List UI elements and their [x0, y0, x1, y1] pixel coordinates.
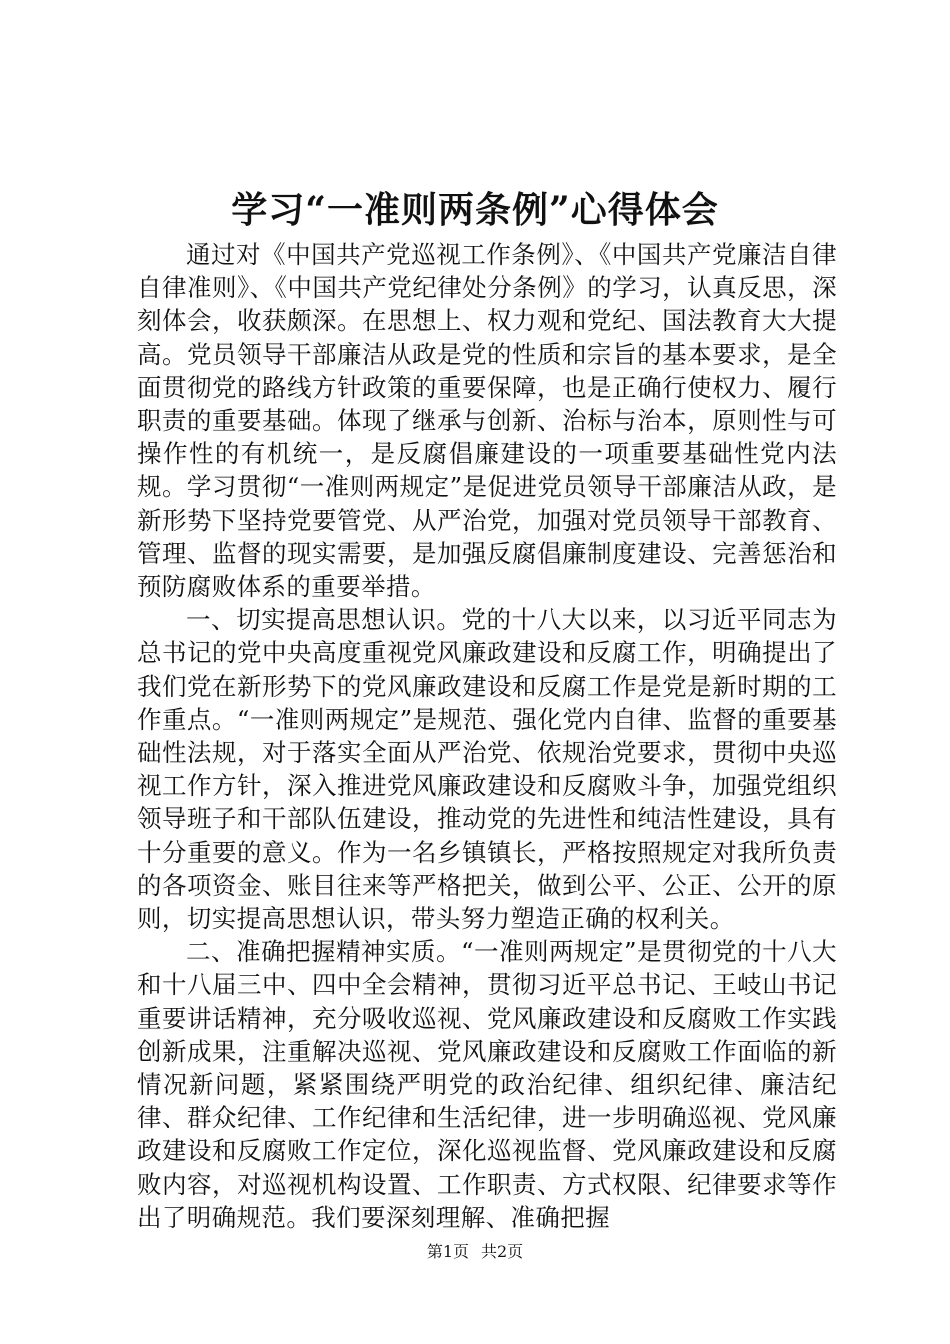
- page-number: 第1页: [426, 1242, 469, 1261]
- paragraph-section-2: 二、准确把握精神实质。“一准则两规定”是贯彻党的十八大和十八届三中、四中全会精神，贯彻习近平总书记、王岐山书记重要讲话精神，充分吸收巡视、党风廉政建设和反腐败工作实践创新成果，注重解决巡视、党风廉政建设和反腐败工作面临的新情况新问题，紧紧围绕严明党的政治纪律、组织纪律、廉洁纪律、群众纪律、工作纪律和生活纪律，进一步明确巡视、党风廉政建设和反腐败工作定位，深化巡视监督、党风廉政建设和反腐败内容，对巡视机构设置、工作职责、方式权限、纪律要求等作出了明确规范。我们要深刻理解、准确把握: [137, 937, 837, 1232]
- page-total: 共2页: [481, 1242, 524, 1261]
- paragraph-intro: 通过对《中国共产党巡视工作条例》、《中国共产党廉洁自律自律准则》、《中国共产党纪律处分条例》的学习，认真反思，深刻体会，收获颇深。在思想上、权力观和党纪、国法教育大大提高。党员领导干部廉洁从政是党的性质和宗旨的基本要求，是全面贯彻党的路线方针政策的重要保障，也是正确行使权力、履行职责的重要基础。体现了继承与创新、治标与治本，原则性与可操作性的有机统一，是反腐倡廉建设的一项重要基础性党内法规。学习贯彻“一准则两规定”是促进党员领导干部廉洁从政，是新形势下坚持党要管党、从严治党，加强对党员领导干部教育、管理、监督的现实需要，是加强反腐倡廉制度建设、完善惩治和预防腐败体系的重要举措。: [137, 240, 837, 602]
- document-body: [137, 238, 837, 1234]
- paragraph-section-1: 一、切实提高思想认识。党的十八大以来，以习近平同志为总书记的党中央高度重视党风廉政建设和反腐工作，明确提出了我们党在新形势下的党风廉政建设和反腐工作是党是新时期的工作重点。“一准则两规定”是规范、强化党内自律、监督的重要基础性法规，对于落实全面从严治党、依规治党要求，贯彻中央巡视工作方针，深入推进党风廉政建设和反腐败斗争，加强党组织领导班子和干部队伍建设，推动党的先进性和纯洁性建设，具有十分重要的意义。作为一名乡镇镇长，严格按照规定对我所负责的各项资金、账目往来等严格把关，做到公平、公正、公开的原则，切实提高思想认识，带头努力塑造正确的权利关。: [137, 605, 837, 934]
- document-title: 学习“一准则两条例”心得体会: [231, 189, 719, 231]
- page-footer: [0, 1241, 950, 1263]
